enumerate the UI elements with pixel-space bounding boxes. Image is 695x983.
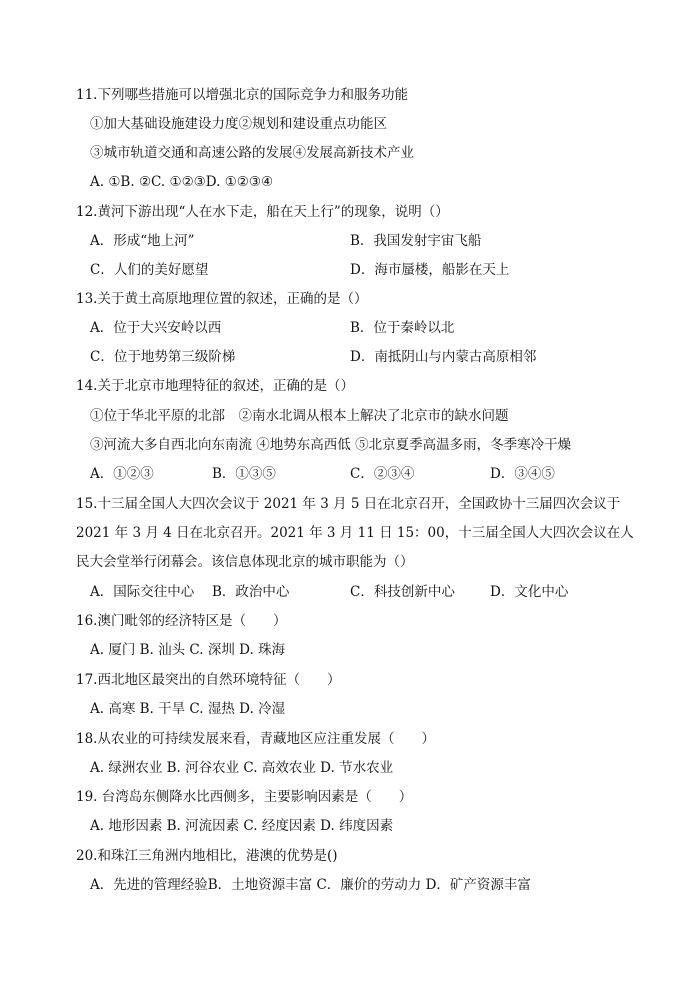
question-14-stem: 14.关于北京市地理特征的叙述，正确的是（） <box>76 378 354 394</box>
question-13-stem: 13.关于黄土高原地理位置的叙述，正确的是（） <box>76 291 368 307</box>
question-12-stem: 12.黄河下游出现“人在水下走，船在天上行”的现象，说明（） <box>76 204 449 220</box>
question-15-option-a: A．国际交往中心 <box>90 584 195 600</box>
question-12-option-b: B．我国发射宇宙飞船 <box>350 233 482 249</box>
question-12-option-d: D．海市蜃楼，船影在天上 <box>350 262 510 278</box>
question-17-stem: 17.西北地区最突出的自然环境特征（ ） <box>76 672 341 688</box>
question-14-option-d: D．③④⑤ <box>490 466 555 482</box>
question-17-options: A. 高寒 B. 干旱 C. 湿热 D. 冷湿 <box>90 701 286 717</box>
question-14-option-b: B．①③⑤ <box>212 466 276 482</box>
question-14-statement-1: ①位于华北平原的北部 ②南水北调从根本上解决了北京市的缺水问题 <box>90 408 509 424</box>
question-20-options: A．先进的管理经验B．土地资源丰富 C．廉价的劳动力 D．矿产资源丰富 <box>90 877 531 893</box>
question-14-option-c: C．②③④ <box>350 466 415 482</box>
question-19-stem: 19. 台湾岛东侧降水比西侧多，主要影响因素是（ ） <box>76 789 413 805</box>
question-20-stem: 20.和珠江三角洲内地相比，港澳的优势是() <box>76 848 338 864</box>
question-11-statement-1: ①加大基础设施建设力度②规划和建设重点功能区 <box>90 116 387 132</box>
question-13-option-d: D．南抵阴山与内蒙古高原相邻 <box>350 349 537 365</box>
question-13-option-c: C．位于地势第三级阶梯 <box>90 349 236 365</box>
question-11-stem: 11.下列哪些措施可以增强北京的国际竞争力和服务功能 <box>76 87 408 103</box>
question-19-options: A. 地形因素 B. 河流因素 C. 经度因素 D. 纬度因素 <box>90 818 394 834</box>
question-15-stem-line-3: 民大会堂举行闭幕会。该信息体现北京的城市职能为（） <box>76 554 414 570</box>
question-12-option-a: A．形成“地上河” <box>90 233 195 249</box>
question-13-option-a: A．位于大兴安岭以西 <box>90 320 222 336</box>
question-14-option-a: A．①②③ <box>90 466 154 482</box>
question-15-option-c: C．科技创新中心 <box>350 584 455 600</box>
question-11-options: A. ①B. ②C. ①②③D. ①②③④ <box>90 174 274 190</box>
question-18-options: A. 绿洲农业 B. 河谷农业 C. 高效农业 D. 节水农业 <box>90 760 394 776</box>
question-13-option-b: B．位于秦岭以北 <box>350 320 455 336</box>
question-18-stem: 18.从农业的可持续发展来看，青藏地区应注重发展（ ） <box>76 731 435 747</box>
question-11-statement-2: ③城市轨道交通和高速公路的发展④发展高新技术产业 <box>90 145 414 161</box>
question-15-option-d: D．文化中心 <box>490 584 569 600</box>
question-16-stem: 16.澳门毗邻的经济特区是（ ） <box>76 613 287 629</box>
question-14-statement-2: ③河流大多自西北向东南流 ④地势东高西低 ⑤北京夏季高温多雨，冬季寒冷干燥 <box>90 437 572 453</box>
question-15-option-b: B．政治中心 <box>212 584 290 600</box>
question-15-stem-line-2: 2021 年 3 月 4 日在北京召开。2021 年 3 月 11 日 15：00，十三届全国人大四次会议在人 <box>76 525 634 541</box>
question-12-option-c: C．人们的美好愿望 <box>90 262 209 278</box>
question-16-options: A. 厦门 B. 汕头 C. 深圳 D. 珠海 <box>90 642 286 658</box>
question-15-stem-line-1: 15.十三届全国人大四次会议于 2021 年 3 月 5 日在北京召开，全国政协十三届四次会议于 <box>76 496 621 512</box>
